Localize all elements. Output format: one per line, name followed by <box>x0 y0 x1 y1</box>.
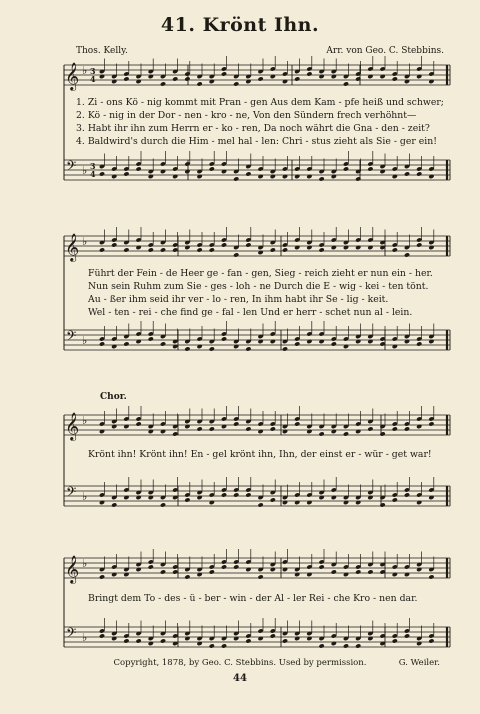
s3-bass-note <box>184 497 190 502</box>
s1-treble-note <box>197 81 203 86</box>
s1-bass-time-signature: 4 <box>90 169 96 179</box>
s2-treble-note <box>306 245 312 250</box>
composer-credit: G. Weiler. <box>398 658 440 668</box>
s4-treble-note <box>416 567 422 572</box>
hymn-author: Thos. Kelly. <box>76 46 128 56</box>
s3-bass-note <box>258 502 264 507</box>
s2-bass-note <box>123 341 129 346</box>
s4-bass-note <box>148 641 154 646</box>
s2-bass-note <box>367 339 373 344</box>
s1-bass-note <box>136 166 142 171</box>
s4-bass-note <box>184 636 190 641</box>
s1-treble-time-signature: 3 <box>90 66 96 76</box>
s1-bass-note <box>343 166 349 171</box>
s3-treble-note <box>123 424 129 429</box>
s3-treble-note <box>136 421 142 426</box>
s2-bass-note <box>306 339 312 344</box>
s4-treble-note <box>160 569 166 574</box>
s3-treble-clef: 𝄞 <box>65 412 80 440</box>
lyric-line-s1-v4: 4. Baldwird's durch die Him - mel hal - len: Chri - stus zieht als Sie - ger ein! <box>76 136 437 147</box>
s3-bass-note <box>343 500 349 505</box>
s2-bass-note <box>392 344 398 349</box>
s3-treble-note <box>355 429 361 434</box>
s2-treble-key-flat: ♭ <box>82 235 88 248</box>
s2-bass-note <box>270 339 276 344</box>
lyric-line-s1-v3: 3. Habt ihr ihn zum Herrn er - ko - ren, Da noch währt die Gna - den - zeit? <box>76 123 430 134</box>
s2-treble-note <box>172 247 178 252</box>
s2-treble-note <box>148 247 154 252</box>
s4-treble-note <box>294 572 300 577</box>
s4-treble-note <box>123 572 129 577</box>
s1-treble-note <box>221 71 227 76</box>
s1-treble-note <box>294 76 300 81</box>
s3-treble-note <box>343 431 349 436</box>
s3-treble-note <box>197 426 203 431</box>
s3-bass-note <box>282 500 288 505</box>
s2-bass-note <box>148 336 154 341</box>
s1-bass-note <box>367 166 373 171</box>
s3-bass-note <box>160 502 166 507</box>
s2-bass-note <box>282 346 288 351</box>
s4-treble-note <box>111 572 117 577</box>
s1-bass-note <box>258 174 264 179</box>
s3-bass-note <box>331 495 337 500</box>
s3-bass-key-flat: ♭ <box>82 490 88 503</box>
s1-treble-note <box>343 81 349 86</box>
s4-bass-note <box>136 638 142 643</box>
s1-treble-note <box>331 74 337 79</box>
s3-bass-note <box>172 495 178 500</box>
s2-bass-note <box>184 346 190 351</box>
s1-bass-note <box>111 174 117 179</box>
s1-treble-note <box>367 74 373 79</box>
s3-treble-note <box>294 421 300 426</box>
s3-bass-note <box>221 492 227 497</box>
s3-bass-note <box>99 500 105 505</box>
s1-bass-note <box>380 169 386 174</box>
s4-bass-note <box>404 633 410 638</box>
s3-bass-note <box>428 495 434 500</box>
s2-treble-note <box>258 250 264 255</box>
s2-bass-note <box>209 346 215 351</box>
s2-bass-note <box>258 339 264 344</box>
s2-treble-note <box>282 247 288 252</box>
s2-treble-note <box>184 245 190 250</box>
s3-bass-note <box>404 492 410 497</box>
s2-bass-note <box>160 341 166 346</box>
s3-bass-note <box>294 500 300 505</box>
s1-treble-note <box>270 74 276 79</box>
hymn-title: Krönt Ihn. <box>202 14 320 36</box>
s3-treble-note <box>111 424 117 429</box>
s2-bass-note <box>221 336 227 341</box>
s2-treble-note <box>221 242 227 247</box>
s2-bass-note <box>331 341 337 346</box>
lyric-line-s3: Krönt ihn! Krönt ihn! En - gel krönt ihn, Ihn, der einst er - wür - get war! <box>88 449 432 460</box>
s4-treble-note <box>221 564 227 569</box>
s2-treble-note <box>136 245 142 250</box>
s3-bass-note <box>148 495 154 500</box>
lyric-line-s1-v2: 2. Kö - nig in der Dor - nen - kro - ne, Von den Sündern frech verhöhnt— <box>76 110 417 121</box>
s2-bass-note <box>355 339 361 344</box>
s2-treble-note <box>392 247 398 252</box>
s2-bass-note <box>197 344 203 349</box>
s4-treble-note <box>258 574 264 579</box>
s1-treble-note <box>306 71 312 76</box>
s3-bass-note <box>270 497 276 502</box>
s4-bass-note <box>245 638 251 643</box>
s3-bass-note <box>306 500 312 505</box>
s3-treble-note <box>367 426 373 431</box>
s2-bass-note <box>136 339 142 344</box>
s4-treble-note <box>392 572 398 577</box>
s1-treble-note <box>319 74 325 79</box>
s4-bass-note <box>367 636 373 641</box>
s1-treble-note <box>392 76 398 81</box>
s2-treble-note <box>270 247 276 252</box>
s1-bass-note <box>245 171 251 176</box>
s1-bass-note <box>160 169 166 174</box>
s3-treble-note <box>184 424 190 429</box>
s4-treble-note <box>428 574 434 579</box>
s1-bass-note <box>270 174 276 179</box>
s4-treble-note <box>233 564 239 569</box>
s3-treble-note <box>270 426 276 431</box>
s3-treble-note <box>209 426 215 431</box>
s4-treble-note <box>148 564 154 569</box>
s4-treble-note <box>245 567 251 572</box>
s1-treble-note <box>136 79 142 84</box>
s2-bass-clef: 𝄢 <box>66 328 77 347</box>
lyric-line-s4: Bringt dem To - des - ü - ber - win - der Al - ler Rei - che Kro - nen dar. <box>88 593 418 604</box>
s2-bass-key-flat: ♭ <box>82 334 88 347</box>
s4-bass-note <box>319 643 325 648</box>
s3-bass-note <box>233 492 239 497</box>
s2-bass-note <box>404 339 410 344</box>
s2-bass-note <box>172 344 178 349</box>
s3-bass-note <box>367 495 373 500</box>
s3-bass-note <box>245 492 251 497</box>
s2-treble-note <box>160 247 166 252</box>
s2-treble-note <box>367 245 373 250</box>
s3-treble-note <box>148 429 154 434</box>
s2-treble-note <box>416 242 422 247</box>
s1-treble-note <box>380 74 386 79</box>
s1-treble-note <box>245 79 251 84</box>
s4-treble-note <box>355 569 361 574</box>
s4-treble-note <box>136 567 142 572</box>
s2-bass-note <box>343 344 349 349</box>
s4-treble-note <box>343 572 349 577</box>
s2-treble-note <box>294 245 300 250</box>
s1-bass-time-signature: 3 <box>90 161 96 171</box>
s3-bass-clef: 𝄢 <box>66 484 77 503</box>
s3-treble-note <box>331 429 337 434</box>
s2-bass-note <box>416 341 422 346</box>
s2-treble-note <box>343 245 349 250</box>
s4-treble-note <box>197 572 203 577</box>
s3-treble-note <box>258 429 264 434</box>
s2-treble-clef: 𝄞 <box>65 233 80 261</box>
s1-treble-note <box>282 79 288 84</box>
s3-treble-key-flat: ♭ <box>82 414 88 427</box>
s4-bass-note <box>428 638 434 643</box>
s3-bass-note <box>123 495 129 500</box>
s3-treble-note <box>404 426 410 431</box>
s3-treble-note <box>380 431 386 436</box>
s1-bass-note <box>404 171 410 176</box>
s1-bass-note <box>306 174 312 179</box>
lyric-line-s2-v3: Au - ßer ihm seid ihr ver - lo - ren, In ihm habt ihr Se - lig - keit. <box>88 294 389 305</box>
s4-bass-note <box>282 638 288 643</box>
s3-treble-note <box>428 421 434 426</box>
s4-treble-note <box>184 574 190 579</box>
s1-bass-note <box>319 176 325 181</box>
s4-treble-key-flat: ♭ <box>82 557 88 570</box>
s1-bass-note <box>282 174 288 179</box>
s4-bass-note <box>209 643 215 648</box>
s4-bass-note <box>99 633 105 638</box>
s2-treble-note <box>319 247 325 252</box>
s1-treble-note <box>404 79 410 84</box>
s2-treble-note <box>331 245 337 250</box>
s1-bass-note <box>428 174 434 179</box>
s1-treble-note <box>209 79 215 84</box>
s4-bass-note <box>294 636 300 641</box>
s2-bass-note <box>245 346 251 351</box>
s1-treble-time-signature: 4 <box>90 74 96 84</box>
s2-bass-note <box>319 339 325 344</box>
s2-bass-note <box>111 344 117 349</box>
s1-bass-note <box>416 171 422 176</box>
s4-treble-note <box>404 572 410 577</box>
s4-bass-note <box>172 641 178 646</box>
s4-bass-note <box>331 641 337 646</box>
s4-bass-note <box>306 636 312 641</box>
s1-bass-key-flat: ♭ <box>82 164 88 177</box>
s1-bass-note <box>148 174 154 179</box>
s2-bass-note <box>294 341 300 346</box>
s4-bass-clef: 𝄢 <box>66 625 77 644</box>
s4-bass-note <box>221 643 227 648</box>
s3-bass-note <box>319 495 325 500</box>
s2-treble-note <box>233 252 239 257</box>
s1-bass-note <box>184 169 190 174</box>
s1-bass-note <box>331 174 337 179</box>
s4-bass-note <box>392 638 398 643</box>
s3-bass-note <box>111 502 117 507</box>
s4-treble-clef: 𝄞 <box>65 555 80 583</box>
s1-treble-note <box>160 81 166 86</box>
s1-treble-clef: 𝄞 <box>65 62 80 90</box>
s4-bass-note <box>355 643 361 648</box>
s4-bass-note <box>270 633 276 638</box>
s1-treble-note <box>148 74 154 79</box>
s4-treble-note <box>282 567 288 572</box>
s4-treble-note <box>306 572 312 577</box>
s4-bass-note <box>123 638 129 643</box>
s2-treble-note <box>197 247 203 252</box>
hymn-arranger: Arr. von Geo. C. Stebbins. <box>326 46 444 56</box>
s2-treble-note <box>99 247 105 252</box>
s1-bass-note <box>294 174 300 179</box>
s1-treble-note <box>99 74 105 79</box>
s4-bass-note <box>343 643 349 648</box>
s2-treble-note <box>355 245 361 250</box>
s1-treble-key-flat: ♭ <box>82 64 88 77</box>
chorus-label: Chor. <box>100 392 127 402</box>
s1-treble-note <box>233 81 239 86</box>
s3-bass-note <box>209 500 215 505</box>
s4-bass-note <box>258 636 264 641</box>
s1-bass-clef: 𝄢 <box>66 158 77 177</box>
s3-bass-note <box>392 497 398 502</box>
s4-treble-note <box>319 564 325 569</box>
s4-bass-note <box>416 641 422 646</box>
lyric-line-s2-v4: Wel - ten - rei - che find ge - fal - len Und er herr - schet nun al - lein. <box>88 307 413 318</box>
s1-bass-note <box>209 166 215 171</box>
s4-bass-note <box>111 636 117 641</box>
s4-bass-key-flat: ♭ <box>82 631 88 644</box>
s2-treble-note <box>404 252 410 257</box>
s1-bass-note <box>233 176 239 181</box>
s3-bass-note <box>416 500 422 505</box>
s3-treble-note <box>172 431 178 436</box>
s4-treble-note <box>209 569 215 574</box>
s3-treble-note <box>245 426 251 431</box>
lyric-line-s2-v2: Nun sein Ruhm zum Sie - ges - loh - ne Durch die E - wig - kei - ten tönt. <box>88 281 429 292</box>
hymn-number: 41. <box>160 14 196 36</box>
s1-bass-note <box>197 174 203 179</box>
s1-bass-note <box>392 174 398 179</box>
s4-treble-note <box>331 569 337 574</box>
copyright-notice: Copyright, 1878, by Geo. C. Stebbins. Used by permission. <box>113 658 367 668</box>
s2-bass-note <box>428 339 434 344</box>
s1-bass-note <box>172 174 178 179</box>
s2-treble-note <box>245 242 251 247</box>
s1-treble-note <box>258 76 264 81</box>
s3-bass-note <box>355 500 361 505</box>
s1-treble-note <box>184 76 190 81</box>
s2-treble-note <box>428 245 434 250</box>
s3-bass-note <box>136 495 142 500</box>
s3-treble-note <box>319 431 325 436</box>
s2-bass-note <box>99 341 105 346</box>
s4-bass-note <box>233 636 239 641</box>
page-number: 44 <box>233 673 247 684</box>
s1-treble-note <box>123 76 129 81</box>
s4-treble-note <box>270 567 276 572</box>
s1-treble-note <box>428 79 434 84</box>
s3-bass-note <box>380 502 386 507</box>
s3-treble-note <box>282 429 288 434</box>
s3-treble-note <box>306 429 312 434</box>
s4-treble-note <box>172 569 178 574</box>
lyric-line-s1-v1: 1. Zi - ons Kö - nig kommt mit Pran - gen Aus dem Kam - pfe heiß und schwer; <box>76 97 444 108</box>
s3-treble-note <box>392 426 398 431</box>
s1-treble-note <box>111 79 117 84</box>
s4-bass-note <box>160 638 166 643</box>
s3-treble-note <box>233 421 239 426</box>
s1-treble-note <box>416 74 422 79</box>
s3-treble-note <box>221 424 227 429</box>
s2-treble-note <box>111 242 117 247</box>
s4-bass-note <box>197 641 203 646</box>
s1-bass-note <box>123 171 129 176</box>
s1-bass-note <box>99 171 105 176</box>
s3-treble-note <box>416 424 422 429</box>
s3-bass-note <box>197 495 203 500</box>
s4-treble-note <box>99 574 105 579</box>
s1-bass-note <box>221 169 227 174</box>
s3-treble-note <box>99 429 105 434</box>
s4-treble-note <box>367 569 373 574</box>
s2-treble-note <box>123 247 129 252</box>
s1-treble-note <box>172 76 178 81</box>
s2-bass-note <box>233 344 239 349</box>
lyric-line-s2-v1: Führt der Fein - de Heer ge - fan - gen, Sieg - reich zieht er nun ein - her. <box>88 268 433 279</box>
s3-treble-note <box>160 429 166 434</box>
s2-treble-note <box>209 247 215 252</box>
